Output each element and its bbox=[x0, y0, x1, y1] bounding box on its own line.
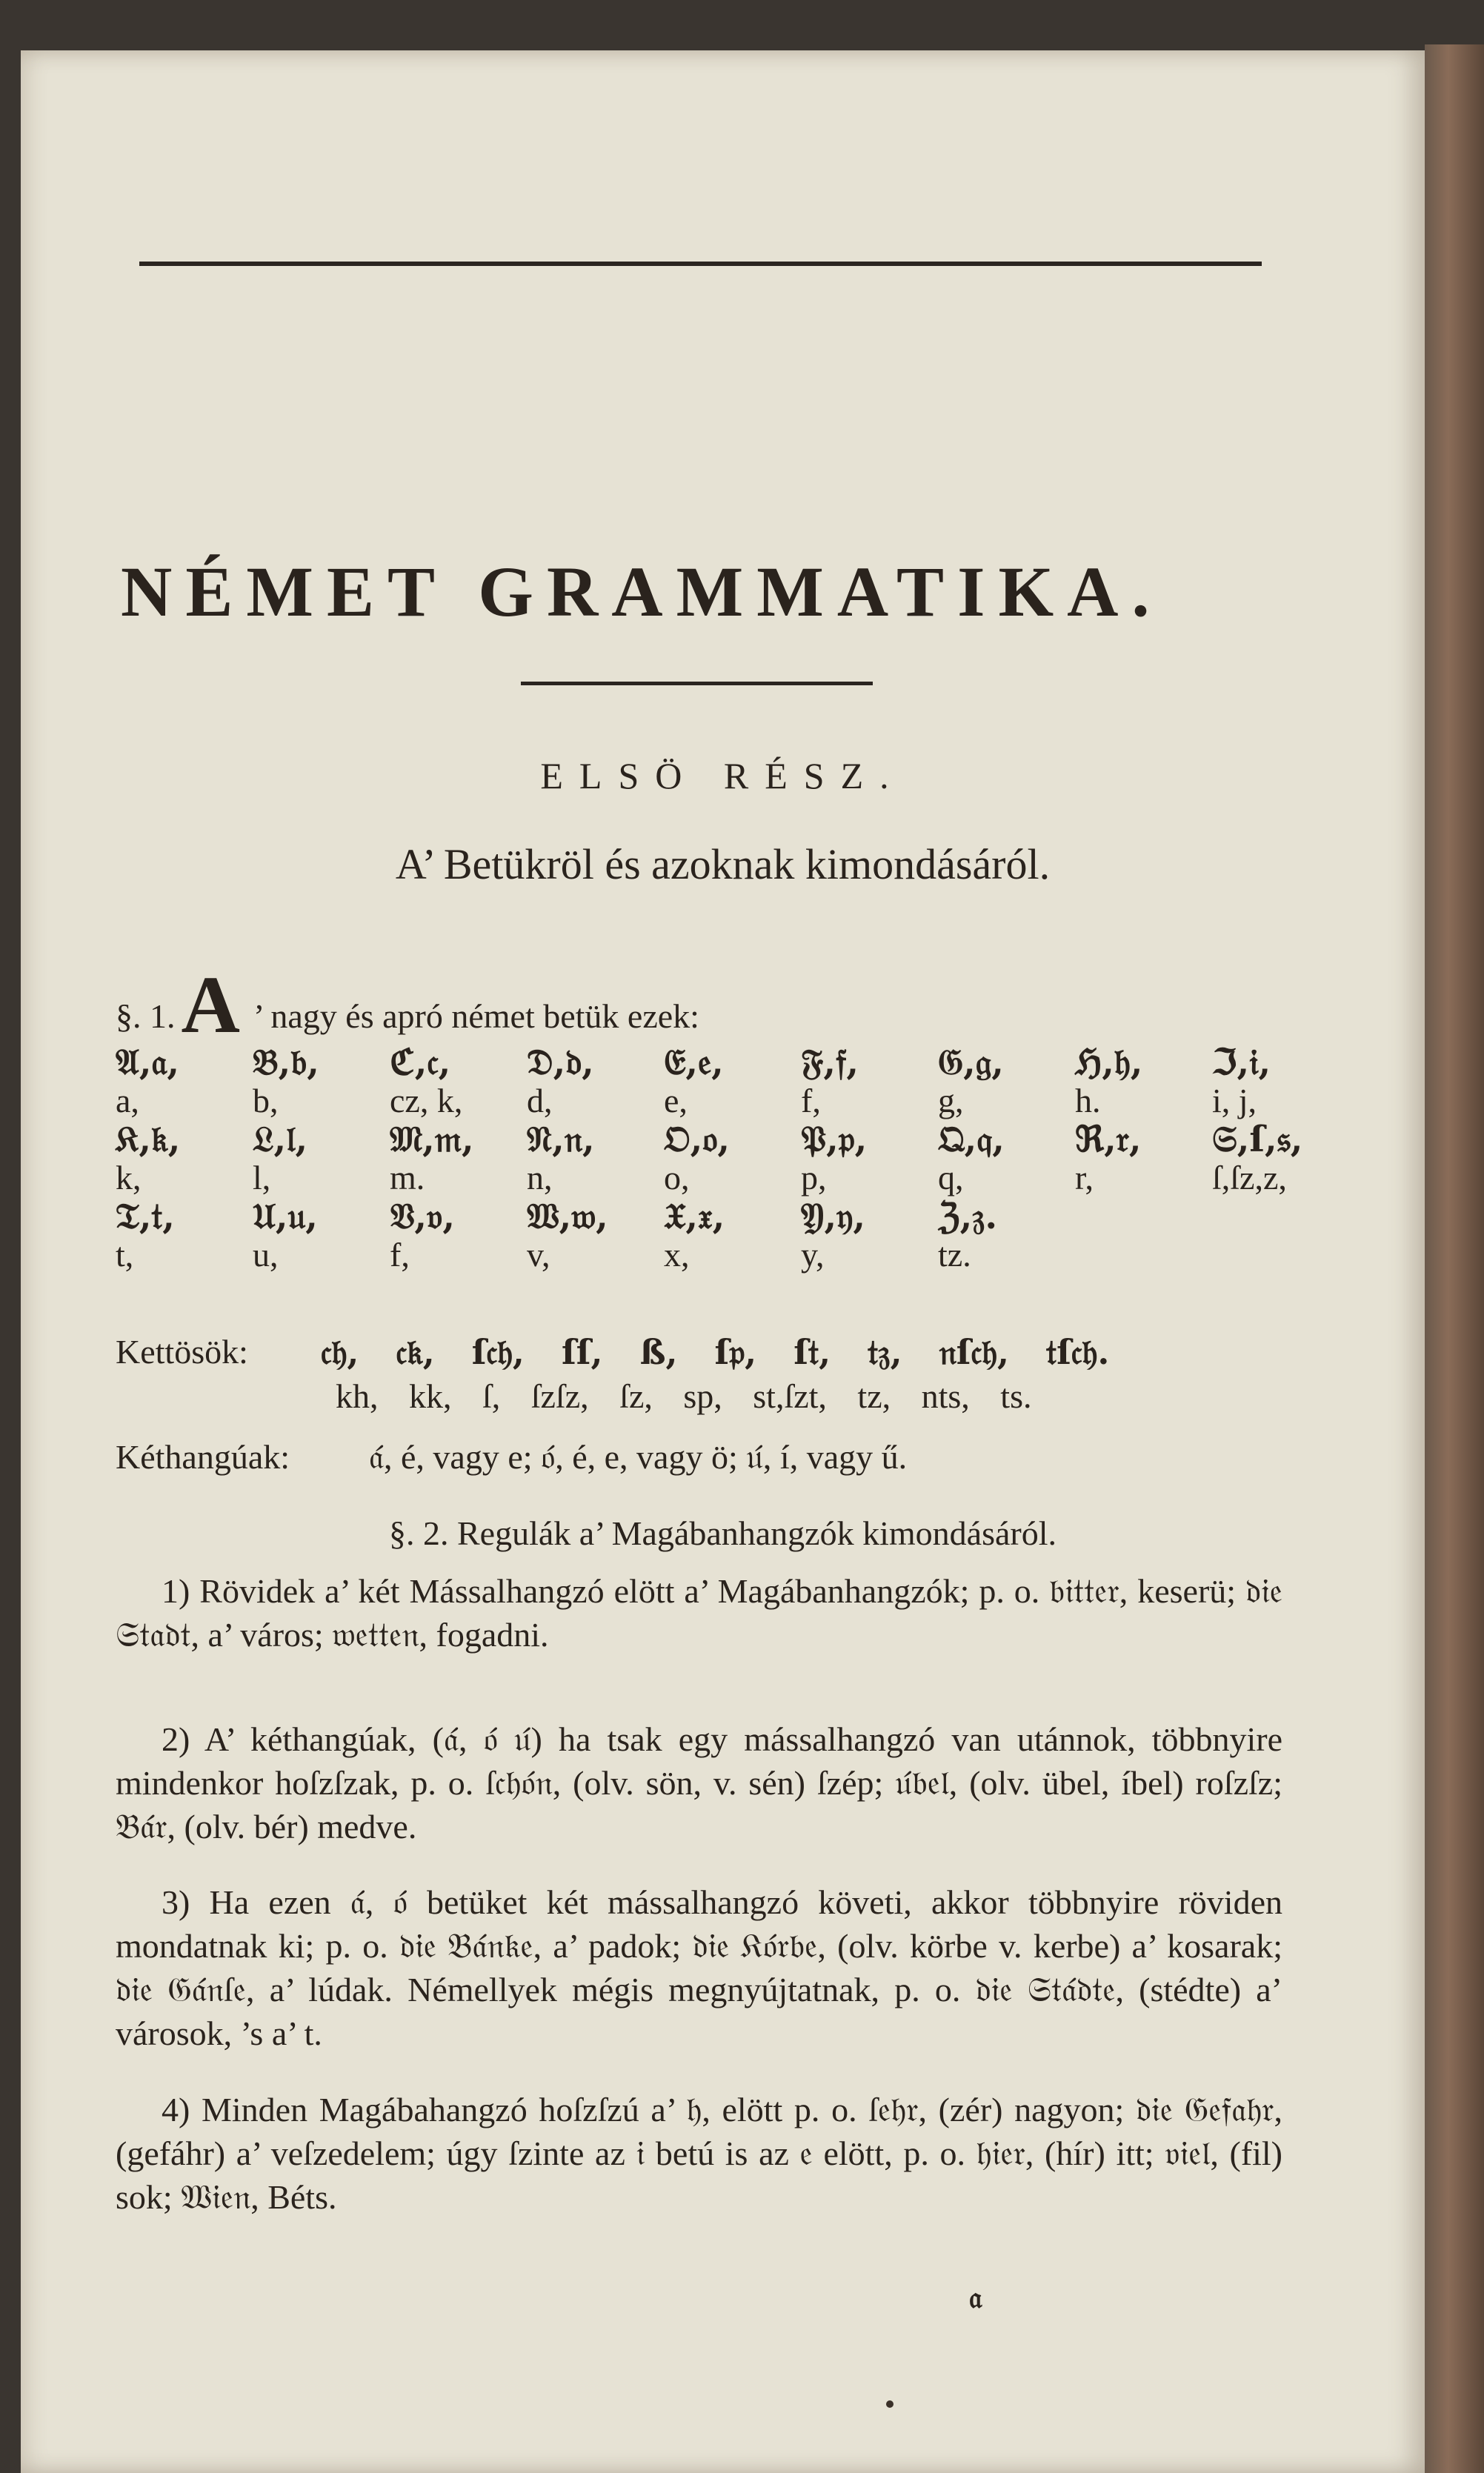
section-2-heading: §. 2. Regulák a’ Magábanhangzók kimondásáról. bbox=[389, 1514, 1057, 1552]
alphabet-cell: u, bbox=[253, 1236, 279, 1274]
alphabet-cell: 𝔓,𝔭, bbox=[801, 1119, 868, 1160]
alphabet-cell: h. bbox=[1075, 1082, 1101, 1119]
alphabet-cell: o, bbox=[664, 1159, 690, 1196]
alphabet-cell: 𝔜,𝔶, bbox=[801, 1196, 866, 1237]
alphabet-row bbox=[116, 1197, 1349, 1236]
alphabet-cell bbox=[1212, 1236, 1349, 1274]
alphabet-cell: f, bbox=[390, 1236, 410, 1274]
alphabet-cell: p, bbox=[801, 1159, 827, 1196]
kettosok-transliteration: kh, kk, ſ, ſzſz, ſz, sp, st,ſzt, tz, nts, ts. bbox=[336, 1377, 1032, 1415]
alphabet-cell: g, bbox=[938, 1082, 964, 1119]
kethanguak-text: 𝔞́, é, vagy e; 𝔬́, é, e, vagy ö; 𝔲́, í, vagy ű. bbox=[369, 1438, 908, 1476]
paragraph-3: 3) Ha ezen 𝔞́, 𝔬́ betüket két mássalhangzó követi, akkor többnyire röviden mondatnak ki; p. o. 𝔡𝔦𝔢 𝔅𝔞́𝔫𝔨𝔢, a’ padok; 𝔡𝔦𝔢 𝔎𝔬́𝔯𝔟𝔢, (olv. körbe v. kerbe) a’ kosarak; 𝔡𝔦𝔢 𝔊𝔞́𝔫ſ𝔢, a’ lúdak. Némellyek mégis megnyújtatnak, p. o. 𝔡𝔦𝔢 𝔖𝔱𝔞́𝔡𝔱𝔢, (stédte) a’ városok, ’s a’ t. bbox=[116, 1883, 1282, 2052]
alphabet-cell: i, j, bbox=[1212, 1082, 1257, 1119]
paragraph-1: 1) Rövidek a’ két Mássalhangzó elött a’ Magábanhangzók; p. o. 𝔟𝔦𝔱𝔱𝔢𝔯, keserü; 𝔡𝔦𝔢 𝔖𝔱𝔞𝔡𝔱, a’ város; 𝔴𝔢𝔱𝔱𝔢𝔫, fogadni. bbox=[116, 1572, 1282, 1654]
alphabet-cell: q, bbox=[938, 1159, 964, 1196]
alphabet-cell: r, bbox=[1075, 1159, 1094, 1196]
alphabet-cell: n, bbox=[527, 1159, 553, 1196]
alphabet-row bbox=[116, 1082, 1349, 1120]
alphabet-cell: tz. bbox=[938, 1236, 971, 1274]
alphabet-cell: ℑ,𝔦, bbox=[1212, 1042, 1271, 1083]
alphabet-cell: a, bbox=[116, 1082, 139, 1119]
alphabet-cell: f, bbox=[801, 1082, 821, 1119]
alphabet-cell: 𝔅,𝔟, bbox=[253, 1042, 319, 1083]
alphabet-cell: ℭ,𝔠, bbox=[390, 1042, 451, 1083]
alphabet-cell bbox=[1075, 1197, 1212, 1236]
alphabet-row bbox=[116, 1120, 1349, 1159]
alphabet-cell: 𝔎,𝔨, bbox=[116, 1119, 181, 1160]
page-title: NÉMET GRAMMATIKA. bbox=[121, 552, 1163, 631]
alphabet-cell: 𝔐,𝔪, bbox=[390, 1119, 474, 1160]
alphabet-cell: m. bbox=[390, 1159, 425, 1196]
title-rule bbox=[521, 682, 873, 685]
signature-mark: 𝔞 bbox=[969, 2280, 982, 2315]
section-number: §. 1. bbox=[116, 997, 176, 1035]
alphabet-cell: 𝔘,𝔲, bbox=[253, 1196, 318, 1237]
alphabet-cell: ℜ,𝔯, bbox=[1075, 1119, 1142, 1160]
alphabet-cell: 𝔏,𝔩, bbox=[253, 1119, 308, 1160]
section-1-intro bbox=[116, 958, 699, 1052]
drop-cap: A bbox=[181, 959, 240, 1050]
page-dot bbox=[886, 2400, 894, 2408]
book-spine-edge bbox=[1425, 44, 1484, 2473]
paragraph-4: 4) Minden Magábahangzó hoſzſzú a’ 𝔥, elött p. o. ſ𝔢𝔥𝔯, (zér) nagyon; 𝔡𝔦𝔢 𝔊𝔢𝔣𝔞𝔥𝔯, (gefáhr) a’ veſzedelem; úgy ſzinte az 𝔦 betú is az 𝔢 elött, p. o. 𝔥𝔦𝔢𝔯, (hír) itt; 𝔳𝔦𝔢𝔩, (fil) sok; 𝔚𝔦𝔢𝔫, Béts. bbox=[116, 2091, 1282, 2216]
alphabet-cell: 𝔚,𝔴, bbox=[527, 1196, 608, 1237]
alphabet-cell: k, bbox=[116, 1159, 142, 1196]
alphabet-cell: 𝔈,𝔢, bbox=[664, 1042, 724, 1083]
alphabet-cell: 𝔙,𝔳, bbox=[390, 1196, 456, 1237]
paragraph-2: 2) A’ kéthangúak, (𝔞́, 𝔬́ 𝔲́) ha tsak egy mássalhangzó van utánnok, többnyire mindenkor hoſzſzak, p. o. ſ𝔠𝔥𝔬́𝔫, (olv. sön, v. sén) ſzép; 𝔲́𝔟𝔢𝔩, (olv. übel, íbel) roſzſz; 𝔅𝔞́𝔯, (olv. bér) medve. bbox=[116, 1720, 1282, 1845]
alphabet-cell bbox=[1075, 1236, 1212, 1274]
alphabet-cell: y, bbox=[801, 1236, 825, 1274]
alphabet-cell: 𝔒,𝔬, bbox=[664, 1119, 731, 1160]
alphabet-table bbox=[116, 1043, 1349, 1274]
alphabet-row bbox=[116, 1159, 1349, 1197]
alphabet-cell: 𝔊,𝔤, bbox=[938, 1042, 1004, 1083]
alphabet-cell: cz, k, bbox=[390, 1082, 463, 1119]
alphabet-cell: 𝔛,𝔵, bbox=[664, 1196, 725, 1237]
alphabet-cell: 𝔑,𝔫, bbox=[527, 1119, 595, 1160]
kettosok-letters: 𝔠𝔥, 𝔠𝔨, ſ𝔠𝔥, ſſ, ß, ſ𝔭, ſ𝔱, 𝔱𝔷, 𝔫ſ𝔠𝔥, 𝔱ſ𝔠𝔥. bbox=[321, 1332, 1110, 1372]
alphabet-cell: x, bbox=[664, 1236, 690, 1274]
kethanguak-label: Kéthangúak: bbox=[116, 1438, 290, 1476]
alphabet-cell: l, bbox=[253, 1159, 271, 1196]
alphabet-cell: 𝔄,𝔞, bbox=[116, 1042, 180, 1083]
alphabet-cell: ſ,ſz,z, bbox=[1212, 1159, 1287, 1196]
section-1-text: ’ nagy és apró német betük ezek: bbox=[253, 997, 699, 1035]
alphabet-cell bbox=[1212, 1197, 1349, 1236]
alphabet-cell: e, bbox=[664, 1082, 688, 1119]
alphabet-cell: 𝔇,𝔡, bbox=[527, 1042, 594, 1083]
alphabet-cell: ℨ,𝔷. bbox=[938, 1196, 998, 1237]
alphabet-cell: t, bbox=[116, 1236, 134, 1274]
alphabet-cell: 𝔉,𝔣, bbox=[801, 1042, 859, 1083]
book-page bbox=[21, 50, 1425, 2473]
alphabet-row bbox=[116, 1043, 1349, 1082]
chapter-subtitle: A’ Betükröl és azoknak kimondásáról. bbox=[395, 840, 1051, 888]
alphabet-row bbox=[116, 1236, 1349, 1274]
alphabet-cell: 𝔖,ſ,𝔰, bbox=[1212, 1119, 1303, 1160]
alphabet-cell: ℌ,𝔥, bbox=[1075, 1042, 1143, 1083]
alphabet-cell: 𝔔,𝔮, bbox=[938, 1119, 1005, 1160]
part-heading: ELSÖ RÉSZ. bbox=[540, 755, 905, 796]
alphabet-cell: d, bbox=[527, 1082, 553, 1119]
top-rule bbox=[139, 262, 1262, 266]
alphabet-cell: 𝔗,𝔱, bbox=[116, 1196, 175, 1237]
alphabet-cell: v, bbox=[527, 1236, 550, 1274]
kettosok-label: Kettösök: bbox=[116, 1333, 248, 1371]
alphabet-cell: b, bbox=[253, 1082, 279, 1119]
